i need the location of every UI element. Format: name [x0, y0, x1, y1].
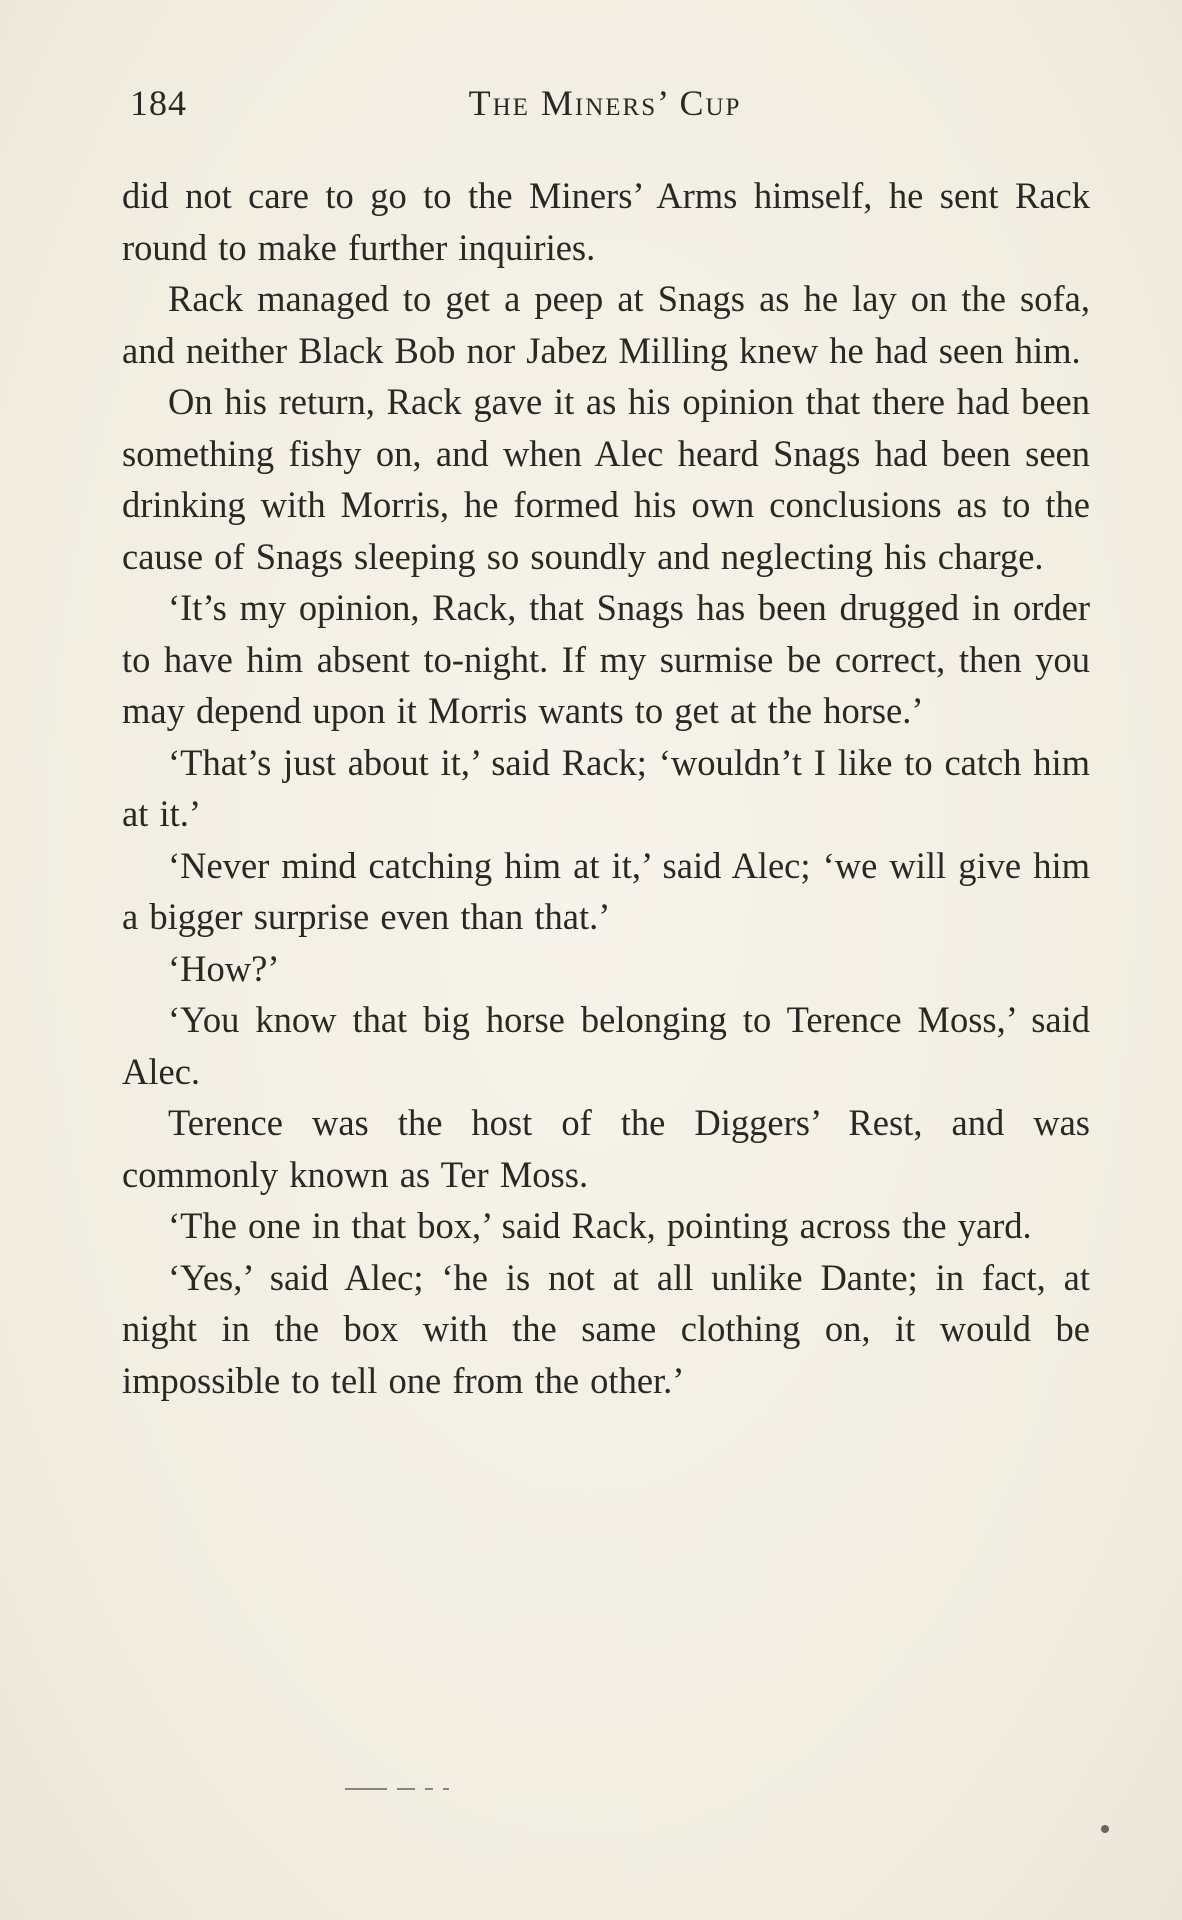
paragraph: Rack managed to get a peep at Snags as he lay on the sofa, and neither Black Bob nor Jabez Milling knew he had seen him.	[122, 278, 1090, 371]
page-number: 184	[130, 83, 187, 123]
paragraph: ‘It’s my opinion, Rack, that Snags has been drugged in order to have him absent to-night. If my surmise be correct, then you may depend upon it Morris wants to get at the horse.’	[122, 587, 1090, 731]
page-header	[130, 82, 1060, 132]
footer-rule	[345, 1786, 475, 1792]
running-title: The Miners’ Cup	[468, 83, 742, 123]
paragraph: ‘You know that big horse belonging to Terence Moss,’ said Alec.	[122, 999, 1090, 1092]
paragraph: did not care to go to the Miners’ Arms himself, he sent Rack round to make further inquiries.	[122, 175, 1090, 268]
paragraph: On his return, Rack gave it as his opinion that there had been something fishy on, and when Alec heard Snags had been seen drinking with Morris, he formed his own conclusions as to the cause of Snags sleeping so soundly and neglecting his charge.	[122, 381, 1090, 577]
paragraph: ‘That’s just about it,’ said Rack; ‘wouldn’t I like to catch him at it.’	[122, 741, 1090, 834]
paragraph: Terence was the host of the Diggers’ Rest, and was commonly known as Ter Moss.	[122, 1102, 1090, 1195]
ink-speck	[1101, 1825, 1109, 1833]
paragraph: ‘Yes,’ said Alec; ‘he is not at all unlike Dante; in fact, at night in the box with the same clothing on, it would be impossible to tell one from the other.’	[122, 1256, 1090, 1401]
paragraph: ‘Never mind catching him at it,’ said Alec; ‘we will give him a bigger surprise even than that.’	[122, 844, 1090, 937]
body-text	[122, 170, 1090, 1406]
paragraph: ‘The one in that box,’ said Rack, pointing across the yard.	[168, 1205, 1032, 1246]
paragraph: ‘How?’	[168, 947, 280, 989]
